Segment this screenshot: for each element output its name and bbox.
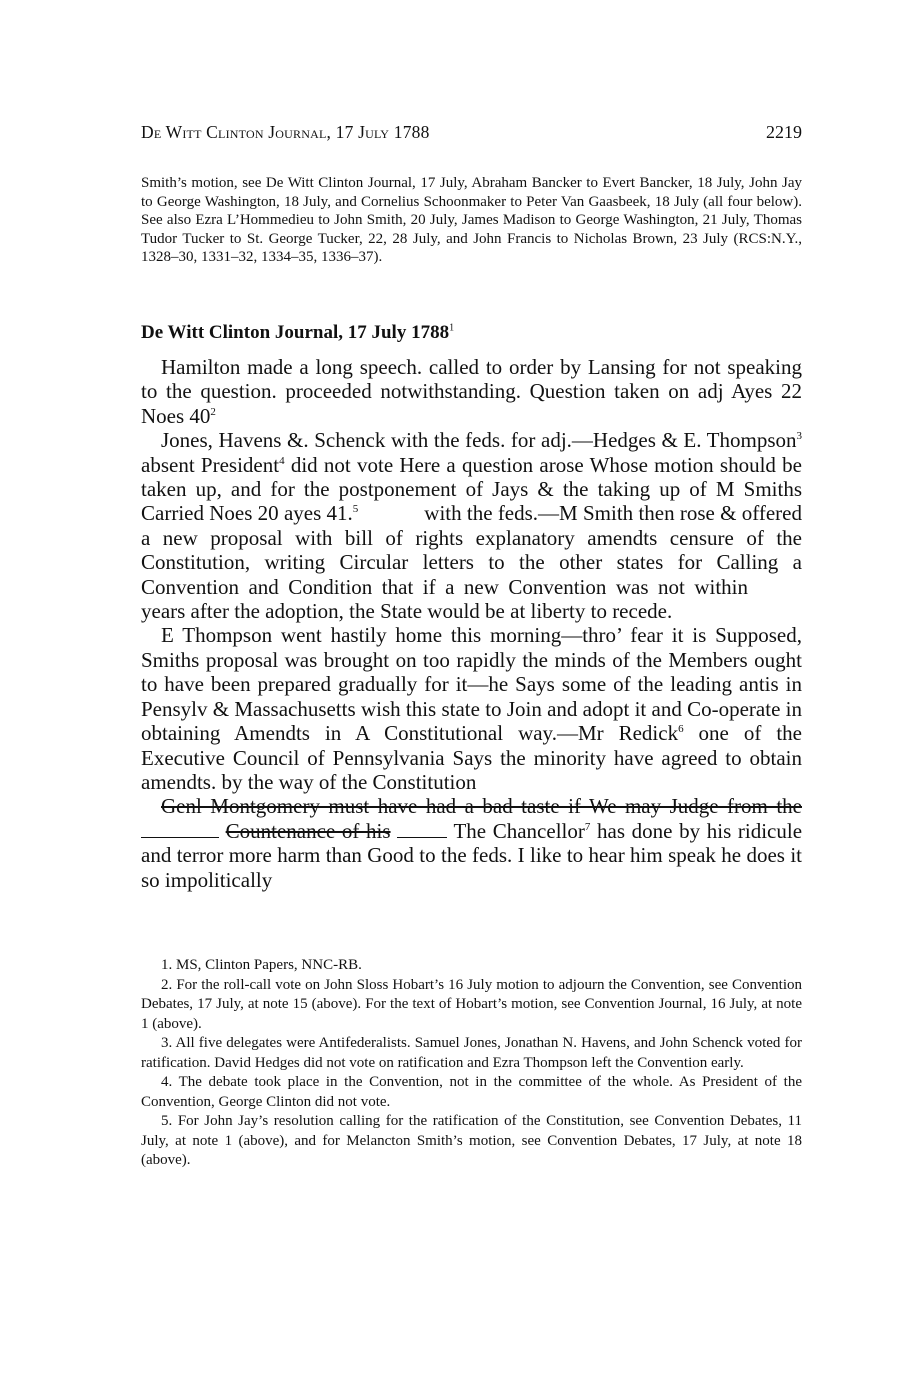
page-number: 2219 [766, 122, 802, 142]
p1-text: Hamilton made a long speech. called to order by Lansing for not speaking to the question. proceeded notwithstanding. Question taken on adj Ayes 22 Noes 40 [141, 355, 802, 428]
p2-text-c: did not vote Here a question arose Whose motion should be taken up, and for the postponement of Jays & the taking up of M Smiths Carried Noes 20 ayes 41. [141, 452, 802, 526]
footnote: 5. For John Jay’s resolution calling for the ratification of the Constitution, see Convention Debates, 11 July, at note 1 (above), and for Melancton Smith’s motion, see Convention Debates, 17 July, at note 18 (above). [141, 1113, 802, 1168]
footnote: 4. The debate took place in the Convention, not in the committee of the whole. As President of the Convention, George Clinton did not vote. [141, 1074, 802, 1110]
continued-footnote: Smith’s motion, see De Witt Clinton Journal, 17 July, Abraham Bancker to Evert Bancker, 18 July, John Jay to George Washington, 18 July, and Cornelius Schoonmaker to Peter Van Gaasbeek, 18 July (all four below). See also Ezra L’Hommedieu to John Smith, 20 July, James Madison to George Washington, 21 July, Thomas Tudor Tucker to St. George Tucker, 22, 28 July, and John Francis to Nicholas Brown, 23 July (RCS:N.Y., 1328–30, 1331–32, 1334–35, 1336–37). [141, 175, 802, 266]
struck-blank [397, 827, 447, 838]
struck-blank [141, 827, 219, 838]
paragraph-4 [141, 794, 802, 892]
p2-text-a: Jones, Havens &. Schenck with the feds. for adj.—Hedges & E. Thompson [161, 428, 797, 453]
running-head-title: De Witt Clinton Journal, 17 July 1788 [141, 122, 430, 142]
paragraph-2 [141, 428, 802, 623]
paragraph-1 [141, 355, 802, 428]
struck-text-b: Countenance of his [225, 818, 391, 843]
heading-text: De Witt Clinton Journal, 17 July 1788 [141, 322, 450, 343]
note-ref-7: 7 [584, 820, 591, 833]
p2-text-b: absent President [141, 452, 280, 477]
footnotes [141, 956, 802, 1171]
running-head [141, 122, 802, 148]
paragraph-3 [141, 623, 802, 794]
p2-text-d: with the feds.—M Smith then rose & offered a new proposal with bill of rights explanatory amendts censure of the Constitution, writing Circular letters to the other states for Calling a Convention and Condition that if a new Convention was not within [141, 501, 802, 599]
footnote: 1. MS, Clinton Papers, NNC-RB. [161, 957, 362, 973]
journal-body [141, 355, 802, 892]
footnote: 2. For the roll-call vote on John Sloss Hobart’s 16 July motion to adjourn the Convention, see Convention Debates, 17 July, at note 15 (above). For the text of Hobart’s motion, see Convention Journal, 16 July, at note 1 (above). [141, 976, 802, 1032]
p3-text-a: E Thompson went hastily home this morning—thro’ fear it is Supposed, Smiths proposal was brought on too rapidly the minds of the Members ought to have been prepared gradually for it—he Says some of the leading antis in Pensylv & Massachusetts wish this state to Join and adopt it and Co-operate in obtaining Amendts in A Constitutional way.—Mr Redick [141, 623, 802, 746]
p3-text-b: one of the Executive Council of Pennsylvania Says the minority have agreed to obtain amendts. by the way of the Constitution [141, 721, 802, 794]
note-ref-6: 6 [678, 723, 684, 736]
note-ref-4: 4 [279, 454, 285, 467]
p4-text-a: The Chancellor [447, 818, 585, 843]
p2-text-e: years after the adoption, the State would be at liberty to recede. [141, 599, 673, 624]
note-ref-5: 5 [352, 503, 359, 516]
footnote: 3. All five delegates were Antifederalists. Samuel Jones, Jonathan N. Havens, and John Schenck voted for ratification. David Hedges did not vote on ratification and Ezra Thompson left the Convention early. [141, 1035, 802, 1071]
section-heading [141, 322, 802, 344]
struck-text-a: Genl Montgomery must have had a bad taste if We may Judge from the [161, 794, 802, 819]
heading-note-ref: 1 [449, 322, 455, 334]
note-ref-2: 2 [210, 405, 216, 418]
note-ref-3: 3 [796, 430, 802, 443]
p4-text-b: has done by his ridicule and terror more harm than Good to the feds. I like to hear him speak he does it so impolitically [141, 818, 803, 892]
